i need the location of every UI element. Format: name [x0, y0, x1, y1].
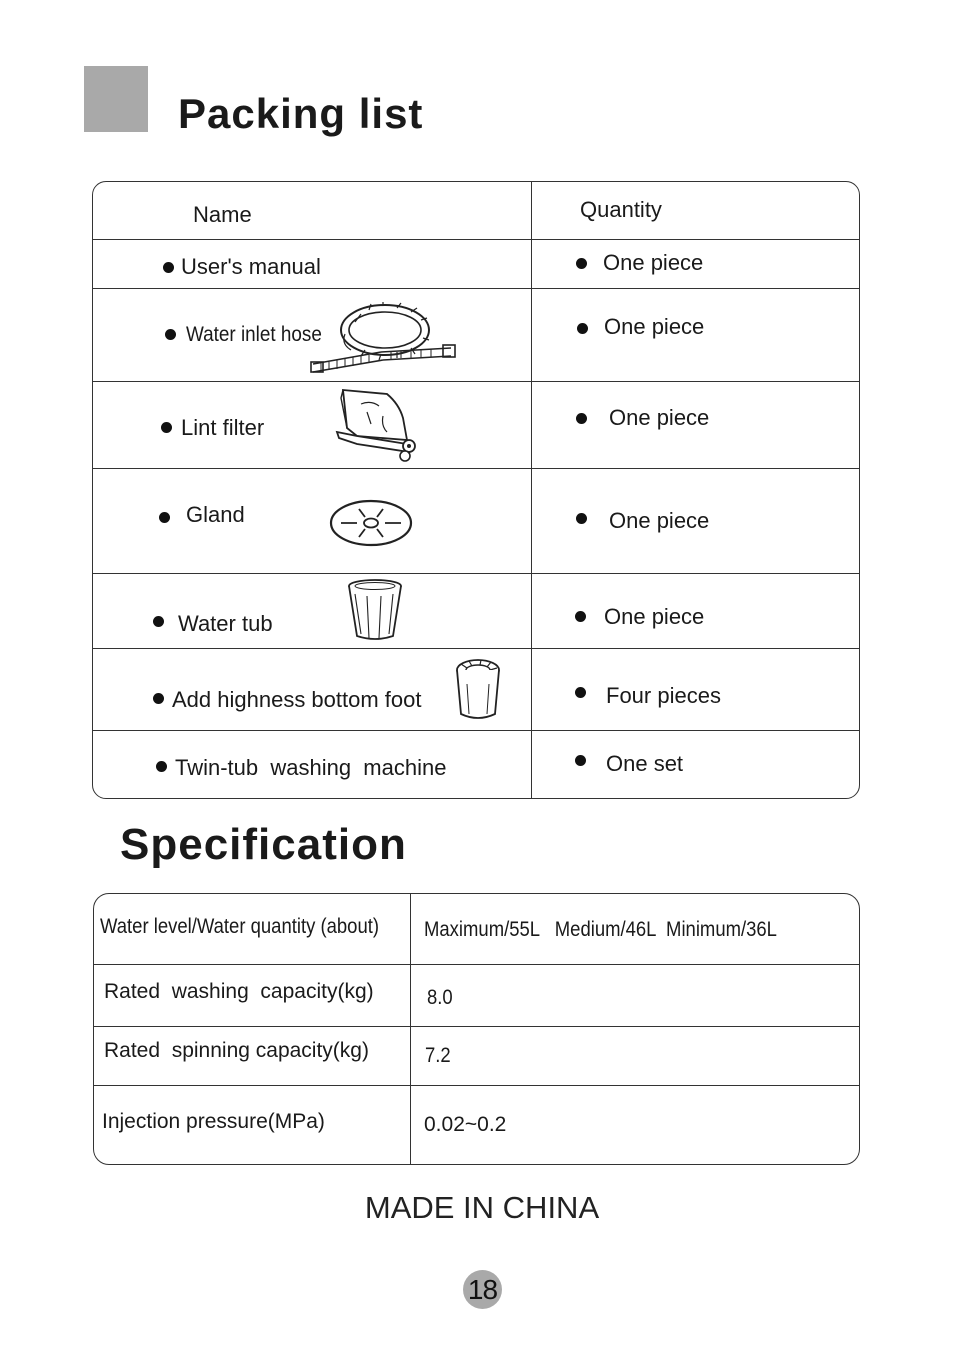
column-divider — [410, 894, 411, 1164]
item-quantity: One piece — [603, 250, 704, 275]
row-divider — [93, 648, 859, 649]
bullet — [575, 755, 586, 766]
spec-value: 7.2 — [425, 1044, 451, 1067]
row-divider — [93, 381, 859, 382]
row-divider — [93, 288, 859, 289]
water-inlet-hose-icon — [311, 300, 455, 376]
item-quantity: One piece — [609, 405, 710, 430]
spec-label: Rated spinning capacity(kg) — [104, 1039, 369, 1062]
lint-filter-icon — [337, 388, 421, 464]
specification-title: Specification — [120, 820, 407, 869]
row-divider — [94, 1085, 859, 1086]
bullet — [577, 323, 588, 334]
section-marker — [84, 66, 148, 132]
specification-table — [93, 893, 860, 1165]
packing-list-table — [92, 181, 860, 799]
column-divider — [531, 182, 532, 798]
bullet — [161, 422, 172, 433]
item-quantity: One piece — [609, 508, 710, 533]
made-in-china: MADE IN CHINA — [364, 1190, 600, 1225]
bullet — [163, 262, 174, 273]
bullet — [576, 258, 587, 269]
bullet — [576, 413, 587, 424]
page-number: 18 — [463, 1270, 502, 1309]
row-divider — [93, 468, 859, 469]
item-quantity: One set — [606, 751, 684, 776]
bullet — [575, 611, 586, 622]
header-quantity: Quantity — [580, 197, 662, 222]
water-tub-icon — [347, 578, 403, 640]
bullet — [575, 687, 586, 698]
item-name: Add highness bottom foot — [172, 687, 422, 712]
item-name: Lint filter — [181, 415, 265, 440]
spec-label: Water level/Water quantity (about) — [100, 915, 380, 938]
item-name: User's manual — [181, 254, 321, 279]
packing-list-title: Packing list — [178, 90, 424, 137]
bullet — [576, 513, 587, 524]
row-divider — [94, 964, 859, 965]
spec-label: Rated washing capacity(kg) — [104, 980, 374, 1003]
row-divider — [93, 573, 859, 574]
item-name: Water tub — [178, 611, 273, 636]
spec-label: Injection pressure(MPa) — [102, 1110, 325, 1133]
spec-value: Maximum/55L Medium/46L Minimum/36L — [424, 918, 777, 941]
bullet — [153, 693, 164, 704]
item-quantity: One piece — [604, 314, 705, 339]
row-divider — [94, 1026, 859, 1027]
gland-icon — [329, 499, 413, 547]
item-quantity: Four pieces — [606, 683, 721, 708]
item-name: Water inlet hose — [186, 323, 322, 346]
row-divider — [93, 239, 859, 240]
spec-value: 8.0 — [427, 986, 453, 1009]
bullet — [156, 761, 167, 772]
item-name: Twin-tub washing machine — [175, 755, 447, 780]
item-quantity: One piece — [604, 604, 705, 629]
item-name: Gland — [186, 502, 245, 527]
bottom-foot-icon — [455, 658, 501, 722]
bullet — [159, 512, 170, 523]
bullet — [165, 329, 176, 340]
header-name: Name — [193, 202, 252, 227]
spec-value: 0.02~0.2 — [424, 1113, 507, 1136]
bullet — [153, 616, 164, 627]
row-divider — [93, 730, 859, 731]
